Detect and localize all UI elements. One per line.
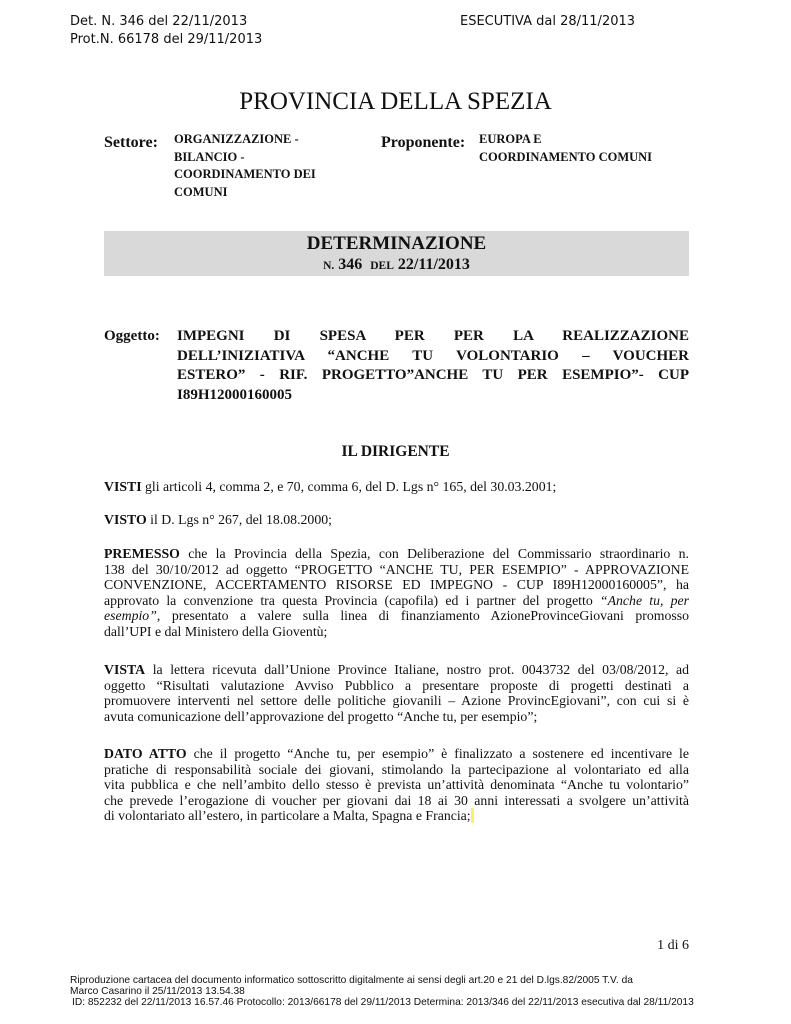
paragraph-premesso bbox=[104, 546, 689, 640]
determinazione-number: 346 bbox=[338, 256, 363, 273]
paragraph-line bbox=[104, 808, 689, 824]
settore-value bbox=[174, 131, 316, 201]
stamp-esecutiva: ESECUTIVA dal 28/11/2013 bbox=[460, 14, 636, 29]
paragraph-text: che la Provincia della Spezia, con Deliberazione del Commissario straordinario n. bbox=[179, 546, 689, 561]
settore-label: Settore: bbox=[104, 134, 158, 151]
paragraph-line: oggetto “Risultati valutazione Avviso Pubblico a presentare proposte di progetti destinati a bbox=[104, 677, 689, 693]
paragraph-line bbox=[104, 593, 689, 609]
oggetto-line: DELL’INIZIATIVA “ANCHE TU VOLONTARIO – VOUCHER bbox=[177, 347, 689, 364]
paragraph-line: promuovere interventi nel settore delle politiche giovanili – Azione ProvincEgiovani”, con cui si è bbox=[104, 693, 689, 709]
paragraph-lead: PREMESSO bbox=[104, 546, 180, 561]
paragraph-text: , presentato a valere sulla linea di finanziamento AzioneProvinceGiovani promosso bbox=[156, 608, 689, 624]
oggetto-line: I89H12000160005 bbox=[177, 386, 293, 403]
settore-line: ORGANIZZAZIONE - bbox=[174, 132, 299, 146]
oggetto-line: IMPEGNI DI SPESA PER PER LA REALIZZAZIONE bbox=[177, 328, 689, 344]
paragraph-visto bbox=[104, 512, 689, 528]
paragraph-lead: VISTI bbox=[104, 479, 142, 494]
footer-line: Riproduzione cartacea del documento informatico sottoscritto digitalmente ai sensi degli art.20 e 21 del D.lgs.82/2005 T.V. da bbox=[70, 975, 633, 986]
oggetto-label: Oggetto: bbox=[104, 328, 160, 344]
paragraph-text: il D. Lgs n° 267, del 18.08.2000; bbox=[146, 512, 332, 527]
paragraph-line: avuta comunicazione dell’approvazione del progetto “Anche tu, per esempio”; bbox=[104, 708, 538, 724]
page-indicator: 1 di 6 bbox=[657, 938, 689, 953]
paragraph-line bbox=[104, 608, 689, 624]
oggetto-line: ESTERO” - RIF. PROGETTO”ANCHE TU PER ESEMPIO”- CUP bbox=[177, 367, 689, 383]
paragraph-line: vita pubblica e che nell’ambito dello stesso è prevista un’attività denominata “Anche tu volontario” bbox=[104, 777, 689, 793]
paragraph-text: gli articoli 4, comma 2, e 70, comma 6, del D. Lgs n° 165, del 30.03.2001; bbox=[141, 479, 557, 494]
paragraph-line: CONVENZIONE, ACCERTAMENTO RISORSE ED IMPEGNO - CUP I89H12000160005”, ha bbox=[104, 577, 689, 593]
settore-line: BILANCIO - bbox=[174, 149, 245, 164]
paragraph-dato-atto bbox=[104, 746, 689, 824]
paragraph-text: che il progetto “Anche tu, per esempio” è finalizzato a sostenere ed incentivare le bbox=[186, 746, 689, 761]
paragraph-text: di volontariato all’estero, in particolare a Malta, Spagna e Francia; bbox=[104, 808, 471, 824]
paragraph-line: che prevede l’erogazione di voucher per giovani dai 18 ai 30 anni interessati a svolgere un’attività bbox=[104, 792, 689, 808]
determinazione-title: DETERMINAZIONE bbox=[306, 233, 487, 254]
paragraph-line: dall’UPI e dal Ministero della Gioventù; bbox=[104, 623, 328, 639]
paragraph-lead: VISTO bbox=[104, 512, 147, 527]
del-label: DEL bbox=[370, 260, 394, 272]
stamp-det-number: Det. N. 346 del 22/11/2013 bbox=[70, 14, 248, 29]
proponente-value bbox=[479, 131, 652, 166]
paragraph-lead: VISTA bbox=[104, 662, 146, 677]
section-heading-dirigente: IL DIRIGENTE bbox=[341, 443, 450, 460]
oggetto-text bbox=[177, 327, 689, 405]
determinazione-date: 22/11/2013 bbox=[397, 256, 470, 273]
highlight-marker bbox=[471, 808, 474, 823]
paragraph-vista bbox=[104, 662, 689, 724]
italic-project-name: esempio” bbox=[104, 608, 157, 624]
proponente-line: EUROPA E bbox=[479, 132, 542, 146]
footer-line: ID: 852232 del 22/11/2013 16.57.46 Protocollo: 2013/66178 del 29/11/2013 Determina: 2013/346 del 22/11/2013 esecutiva dal 28/11/2013 bbox=[72, 997, 694, 1008]
paragraph-line: pratiche di responsabilità sociale dei giovani, stimolando la partecipazione al volontariato ed alla bbox=[104, 761, 689, 777]
italic-project-name: “Anche tu, per bbox=[599, 592, 689, 608]
paragraph-text: approvato la convenzione tra questa Provincia (capofila) ed i partner del progetto bbox=[104, 592, 600, 608]
page-title: PROVINCIA DELLA SPEZIA bbox=[239, 88, 552, 115]
paragraph-text: la lettera ricevuta dall’Unione Province Italiane, nostro prot. 0043732 del 03/08/2012, ad bbox=[145, 662, 689, 677]
paragraph-line: 138 del 30/10/2012 ad oggetto “PROGETTO “ANCHE TU, PER ESEMPIO” - APPROVAZIONE bbox=[104, 561, 689, 577]
proponente-label: Proponente: bbox=[381, 134, 466, 151]
determinazione-number-line bbox=[104, 256, 689, 275]
n-label: N. bbox=[323, 260, 335, 272]
paragraph-lead: DATO ATTO bbox=[104, 746, 187, 761]
settore-line: COMUNI bbox=[174, 184, 228, 199]
stamp-prot-number: Prot.N. 66178 del 29/11/2013 bbox=[70, 32, 263, 47]
footer-line: Marco Casarino il 25/11/2013 13.54.38 bbox=[70, 986, 245, 997]
proponente-line: COORDINAMENTO COMUNI bbox=[479, 149, 653, 164]
paragraph-visti bbox=[104, 479, 689, 495]
settore-line: COORDINAMENTO DEI bbox=[174, 167, 316, 181]
